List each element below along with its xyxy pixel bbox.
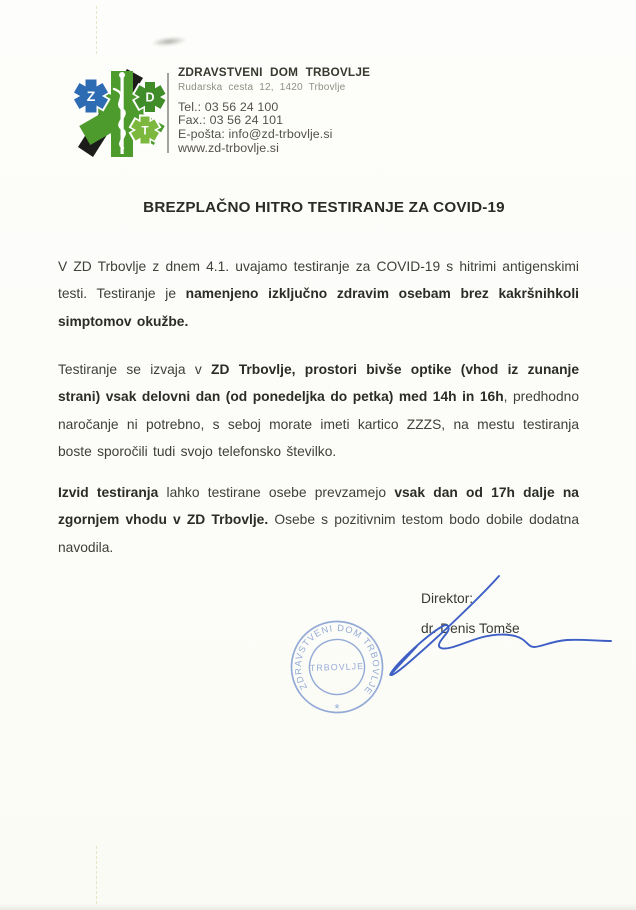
logo-letter-z: Z [86,88,96,104]
letterhead [178,67,370,155]
logo-letter-t: T [141,125,149,138]
fold-mark [96,846,97,904]
fax-line: Fax.: 03 56 24 101 [178,113,284,128]
phone-line: Tel.: 03 56 24 100 [178,99,279,114]
org-address: Rudarska cesta 12, 1420 Trbovlje [178,81,346,93]
website-line: www.zd-trbovlje.si [178,140,279,155]
logo-z-star [71,78,110,115]
paragraph-results-info: Izvid testiranja lahko testirane osebe prevzamejo vsak dan od 17h dalje na zgornjem vhodu v ZD Trbovlje. Osebe s pozitivnim testom bodo dobile dodatna navodila. [58,485,579,555]
signature-stroke [390,576,611,675]
logo-letter-d: D [145,90,155,105]
scan-smudge [151,35,188,48]
org-name: ZDRAVSTVENI DOM TRBOVLJE [178,65,371,79]
stamp-ring-text: ZDRAVSTVENI DOM TRBOVLJE [292,622,382,697]
logo-t-star [129,115,162,146]
stamp-center-text: TRBOVLJE [309,661,365,673]
stamp-star-symbol: * [334,701,340,716]
document-title: BREZPLAČNO HITRO TESTIRANJE ZA COVID-19 [143,199,505,216]
signer-name: dr. Denis Tomše [421,621,520,636]
star-of-life-logo-icon [70,66,170,162]
signature-role-label: Direktor: [421,591,474,606]
letterhead-divider [167,73,169,153]
paragraph-testing-details: Testiranje se izvaja v ZD Trbovlje, prostori bivše optike (vhod iz zunanje strani) vsak delovni dan (od ponedeljka do petka) med 14h in 16h, predhodno naročanje ni potrebno, s seboj morate imeti kartico ZZZS, na mestu testiranja boste sporočili tudi svojo telefonsko številko. [58,362,579,460]
scan-edge-shadow [0,903,636,910]
logo-d-star [132,80,168,114]
email-line: E-pošta: info@zd-trbovlje.si [178,126,333,141]
handwritten-signature [372,562,620,690]
fold-mark [96,6,97,54]
paragraph-intro: V ZD Trbovlje z dnem 4.1. uvajamo testiranje za COVID-19 s hitrimi antigenskimi testi. Testiranje je namenjeno izključno zdravim osebam brez kakršnihkoli simptomov okužbe. [58,259,579,329]
